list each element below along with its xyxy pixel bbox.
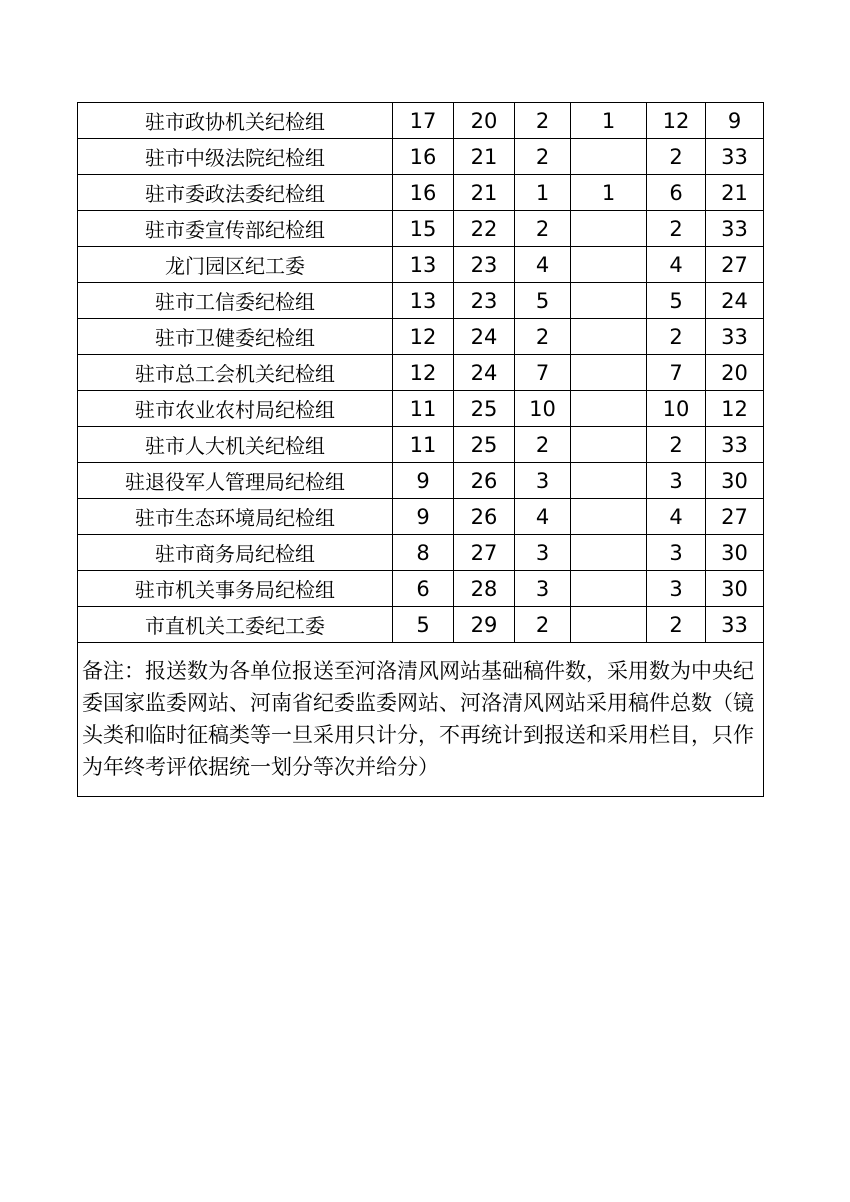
value-cell-3: 3 <box>515 571 571 607</box>
value-cell-3: 5 <box>515 283 571 319</box>
value-cell-5: 2 <box>647 211 706 247</box>
value-cell-4 <box>571 607 647 643</box>
value-cell-5: 2 <box>647 427 706 463</box>
unit-name-cell: 驻市卫健委纪检组 <box>78 319 393 355</box>
value-cell-3: 3 <box>515 463 571 499</box>
value-cell-5: 2 <box>647 607 706 643</box>
value-cell-1: 12 <box>393 355 454 391</box>
value-cell-2: 23 <box>454 247 515 283</box>
value-cell-4 <box>571 571 647 607</box>
value-cell-3: 1 <box>515 175 571 211</box>
score-table <box>77 102 764 797</box>
value-cell-6: 30 <box>706 571 764 607</box>
value-cell-5: 3 <box>647 535 706 571</box>
value-cell-6: 9 <box>706 103 764 139</box>
value-cell-4 <box>571 499 647 535</box>
value-cell-2: 27 <box>454 535 515 571</box>
value-cell-3: 2 <box>515 319 571 355</box>
value-cell-3: 4 <box>515 499 571 535</box>
value-cell-6: 33 <box>706 211 764 247</box>
value-cell-1: 11 <box>393 391 454 427</box>
value-cell-6: 33 <box>706 139 764 175</box>
unit-name-cell: 驻市委宣传部纪检组 <box>78 211 393 247</box>
table-row <box>78 175 764 211</box>
value-cell-4: 1 <box>571 175 647 211</box>
table-row <box>78 355 764 391</box>
value-cell-1: 12 <box>393 319 454 355</box>
value-cell-1: 9 <box>393 499 454 535</box>
unit-name-cell: 驻市生态环境局纪检组 <box>78 499 393 535</box>
value-cell-6: 21 <box>706 175 764 211</box>
value-cell-4 <box>571 247 647 283</box>
value-cell-4 <box>571 139 647 175</box>
value-cell-5: 2 <box>647 319 706 355</box>
remark-row <box>78 643 764 797</box>
value-cell-4: 1 <box>571 103 647 139</box>
value-cell-6: 30 <box>706 535 764 571</box>
value-cell-3: 2 <box>515 139 571 175</box>
value-cell-2: 24 <box>454 319 515 355</box>
value-cell-1: 9 <box>393 463 454 499</box>
value-cell-5: 4 <box>647 499 706 535</box>
unit-name-cell: 驻市委政法委纪检组 <box>78 175 393 211</box>
value-cell-5: 3 <box>647 463 706 499</box>
value-cell-5: 3 <box>647 571 706 607</box>
value-cell-3: 4 <box>515 247 571 283</box>
value-cell-6: 24 <box>706 283 764 319</box>
value-cell-2: 29 <box>454 607 515 643</box>
value-cell-2: 26 <box>454 463 515 499</box>
value-cell-5: 12 <box>647 103 706 139</box>
value-cell-3: 2 <box>515 607 571 643</box>
value-cell-5: 7 <box>647 355 706 391</box>
unit-name-cell: 龙门园区纪工委 <box>78 247 393 283</box>
value-cell-1: 16 <box>393 175 454 211</box>
value-cell-1: 13 <box>393 247 454 283</box>
unit-name-cell: 驻市农业农村局纪检组 <box>78 391 393 427</box>
value-cell-4 <box>571 463 647 499</box>
value-cell-1: 11 <box>393 427 454 463</box>
score-table-body <box>78 103 764 643</box>
value-cell-3: 2 <box>515 211 571 247</box>
unit-name-cell: 市直机关工委纪工委 <box>78 607 393 643</box>
value-cell-6: 27 <box>706 499 764 535</box>
value-cell-5: 5 <box>647 283 706 319</box>
value-cell-1: 6 <box>393 571 454 607</box>
value-cell-3: 3 <box>515 535 571 571</box>
value-cell-2: 20 <box>454 103 515 139</box>
value-cell-2: 22 <box>454 211 515 247</box>
remark-note: 备注：报送数为各单位报送至河洛清风网站基础稿件数，采用数为中央纪委国家监委网站、河南省纪委监委网站、河洛清风网站采用稿件总数（镜头类和临时征稿类等一旦采用只计分，不再统计到报送和采用栏目，只作为年终考评依据统一划分等次并给分） <box>78 643 764 797</box>
table-row <box>78 103 764 139</box>
value-cell-4 <box>571 391 647 427</box>
unit-name-cell: 驻市商务局纪检组 <box>78 535 393 571</box>
table-row <box>78 463 764 499</box>
value-cell-6: 33 <box>706 607 764 643</box>
value-cell-4 <box>571 427 647 463</box>
table-row <box>78 247 764 283</box>
value-cell-4 <box>571 283 647 319</box>
value-cell-2: 28 <box>454 571 515 607</box>
table-row <box>78 391 764 427</box>
value-cell-3: 2 <box>515 427 571 463</box>
value-cell-1: 16 <box>393 139 454 175</box>
table-row <box>78 319 764 355</box>
unit-name-cell: 驻市总工会机关纪检组 <box>78 355 393 391</box>
unit-name-cell: 驻市政协机关纪检组 <box>78 103 393 139</box>
value-cell-2: 23 <box>454 283 515 319</box>
unit-name-cell: 驻市人大机关纪检组 <box>78 427 393 463</box>
value-cell-2: 25 <box>454 427 515 463</box>
value-cell-2: 24 <box>454 355 515 391</box>
value-cell-6: 12 <box>706 391 764 427</box>
value-cell-3: 2 <box>515 103 571 139</box>
value-cell-1: 17 <box>393 103 454 139</box>
value-cell-2: 26 <box>454 499 515 535</box>
value-cell-4 <box>571 535 647 571</box>
value-cell-5: 10 <box>647 391 706 427</box>
value-cell-6: 30 <box>706 463 764 499</box>
value-cell-4 <box>571 319 647 355</box>
table-row <box>78 211 764 247</box>
table-row <box>78 499 764 535</box>
value-cell-2: 21 <box>454 175 515 211</box>
value-cell-5: 6 <box>647 175 706 211</box>
value-cell-5: 4 <box>647 247 706 283</box>
value-cell-6: 20 <box>706 355 764 391</box>
unit-name-cell: 驻市机关事务局纪检组 <box>78 571 393 607</box>
unit-name-cell: 驻市中级法院纪检组 <box>78 139 393 175</box>
value-cell-2: 25 <box>454 391 515 427</box>
unit-name-cell: 驻退役军人管理局纪检组 <box>78 463 393 499</box>
value-cell-1: 8 <box>393 535 454 571</box>
table-row <box>78 571 764 607</box>
table-row <box>78 607 764 643</box>
unit-name-cell: 驻市工信委纪检组 <box>78 283 393 319</box>
value-cell-1: 13 <box>393 283 454 319</box>
table-row <box>78 427 764 463</box>
table-row <box>78 139 764 175</box>
value-cell-3: 7 <box>515 355 571 391</box>
value-cell-6: 27 <box>706 247 764 283</box>
value-cell-3: 10 <box>515 391 571 427</box>
value-cell-2: 21 <box>454 139 515 175</box>
value-cell-1: 5 <box>393 607 454 643</box>
value-cell-1: 15 <box>393 211 454 247</box>
value-cell-6: 33 <box>706 319 764 355</box>
value-cell-4 <box>571 355 647 391</box>
value-cell-6: 33 <box>706 427 764 463</box>
value-cell-4 <box>571 211 647 247</box>
value-cell-5: 2 <box>647 139 706 175</box>
table-row <box>78 283 764 319</box>
table-row <box>78 535 764 571</box>
